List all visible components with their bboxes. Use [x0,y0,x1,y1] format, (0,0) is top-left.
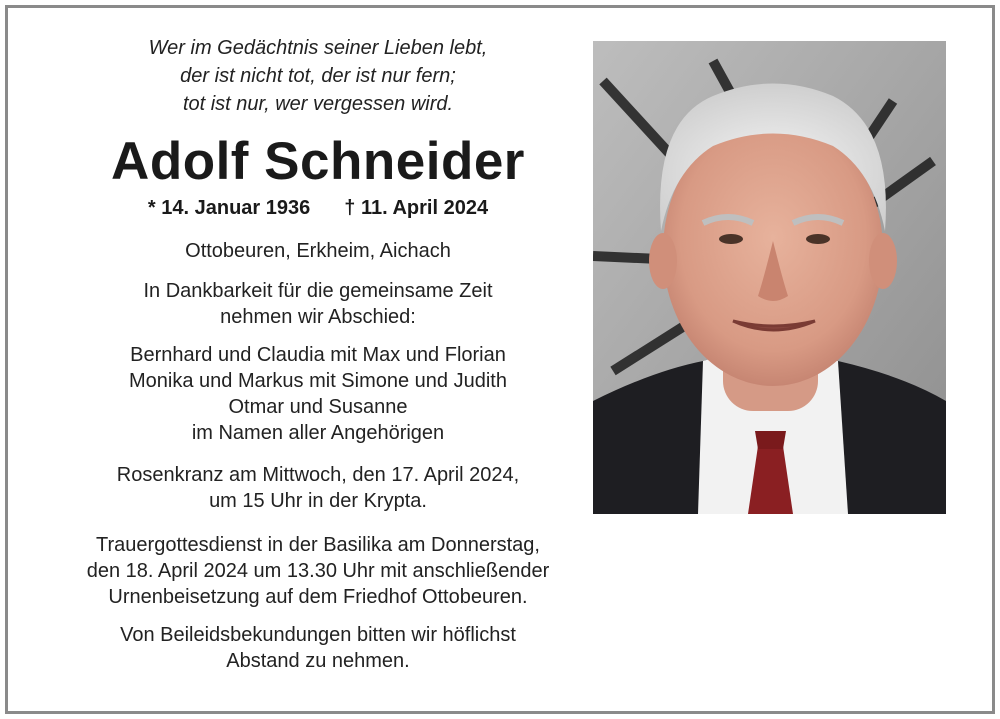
verse-line: der ist nicht tot, der ist nur fern; [180,65,456,87]
family-line: Otmar und Susanne [228,396,408,418]
rosary-line: um 15 Uhr in der Krypta. [209,490,427,512]
obituary-text-column [28,34,608,674]
verse-line: Wer im Gedächtnis seiner Lieben lebt, [148,37,488,59]
family-line: Monika und Markus mit Simone und Judith [129,370,507,392]
thanks-text [28,278,608,330]
family-line: Bernhard und Claudia mit Max und Florian [130,344,506,366]
portrait-photo [593,41,946,514]
portrait-illustration [593,41,946,514]
condolence-line: Abstand zu nehmen. [226,650,410,672]
deceased-name: Adolf Schneider [111,132,525,191]
death-date: † 11. April 2024 [344,197,489,219]
service-line: den 18. April 2024 um 13.30 Uhr mit anschließender [86,560,550,582]
rosary-info [28,462,608,514]
family-members [28,342,608,446]
thanks-line: In Dankbarkeit für die gemeinsame Zeit [143,280,493,302]
memorial-verse [28,34,608,118]
rosary-line: Rosenkranz am Mittwoch, den 17. April 2024, [116,464,520,486]
service-line: Trauergottesdienst in der Basilika am Donnerstag, [96,534,540,556]
thanks-line: nehmen wir Abschied: [220,306,416,328]
places: Ottobeuren, Erkheim, Aichach [185,240,451,262]
service-line: Urnenbeisetzung auf dem Friedhof Ottobeuren. [108,586,528,608]
condolence-note [28,622,608,674]
family-line: im Namen aller Angehörigen [191,422,445,444]
left-eye [719,234,743,244]
left-ear [649,233,677,289]
funeral-service-info [28,532,608,610]
verse-line: tot ist nur, wer vergessen wird. [182,93,454,115]
condolence-line: Von Beileidsbekundungen bitten wir höflichst [120,624,516,646]
right-eye [806,234,830,244]
tie-knot [755,431,786,449]
life-dates [28,194,608,222]
birth-date: * 14. Januar 1936 [147,197,311,219]
right-ear [869,233,897,289]
